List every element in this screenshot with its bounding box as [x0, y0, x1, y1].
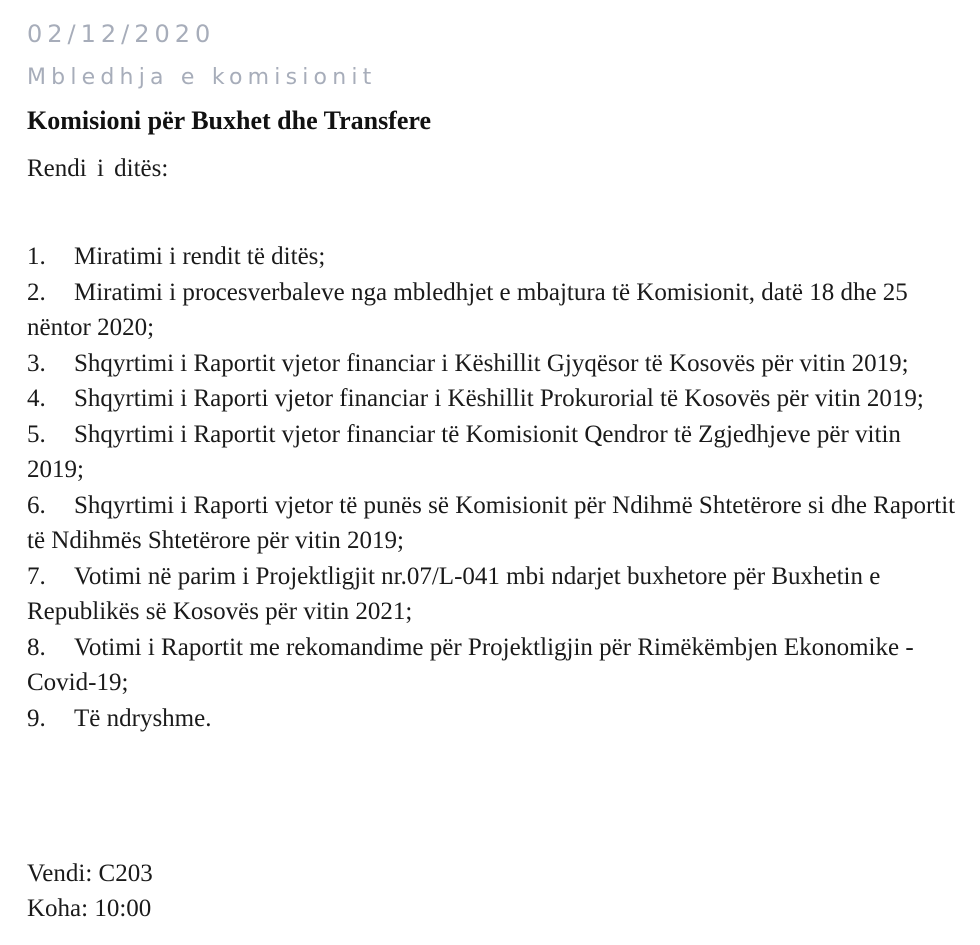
committee-title: Komisioni për Buxhet dhe Transfere [27, 106, 431, 135]
venue: Vendi: C203 [27, 860, 153, 887]
time: Koha: 10:00 [27, 895, 152, 922]
agenda-item-number: 6. [27, 491, 46, 519]
agenda-item-number: 4. [27, 385, 46, 412]
agenda-item [27, 559, 957, 630]
agenda-item-number: 7. [27, 562, 46, 590]
agenda-item [27, 346, 957, 382]
agenda-item [27, 630, 957, 701]
agenda-item [27, 275, 957, 346]
agenda-item-text: Votimi i Raportit me rekomandime për Projektligjin për Rimëkëmbjen Ekonomike - Covid-19; [27, 633, 914, 696]
agenda-heading: Rendi i ditës: [27, 155, 169, 182]
agenda-item-number: 8. [27, 633, 46, 661]
agenda-item [27, 417, 957, 488]
agenda-item-text: Miratimi i rendit të ditës; [74, 243, 326, 270]
agenda-item [27, 488, 957, 559]
agenda-item-text: Shqyrtimi i Raportit vjetor financiar të Komisionit Qendror të Zgjedhjeve për vitin 2019; [27, 420, 901, 483]
agenda-item-text: Miratimi i procesverbaleve nga mbledhjet e mbajtura të Komisionit, datë 18 dhe 25 nëntor 2020; [27, 278, 908, 341]
agenda-item [27, 381, 957, 417]
agenda-item-text: Të ndryshme. [74, 704, 212, 732]
agenda-item [27, 239, 957, 275]
agenda-item-number: 1. [27, 243, 46, 270]
agenda-item-number: 2. [27, 278, 46, 306]
meeting-date: 02/12/2020 [27, 20, 216, 48]
agenda-list [27, 239, 957, 736]
agenda-item-number: 3. [27, 349, 46, 377]
agenda-item-text: Shqyrtimi i Raportit vjetor financiar i Këshillit Gjyqësor të Kosovës për vitin 2019; [74, 349, 909, 377]
agenda-item-text: Shqyrtimi i Raporti vjetor financiar i Këshillit Prokurorial të Kosovës për vitin 2019; [74, 385, 924, 412]
agenda-item-text: Shqyrtimi i Raporti vjetor të punës së Komisionit për Ndihmë Shtetërore si dhe Raportit të Ndihmës Shtetërore për vitin 2019; [27, 491, 956, 554]
agenda-item-number: 9. [27, 704, 46, 732]
meeting-type: Mbledhja e komisionit [27, 65, 377, 90]
agenda-item [27, 701, 957, 737]
agenda-item-number: 5. [27, 420, 46, 448]
agenda-item-text: Votimi në parim i Projektligjit nr.07/L-041 mbi ndarjet buxhetore për Buxhetin e Republikës së Kosovës për vitin 2021; [27, 562, 881, 625]
